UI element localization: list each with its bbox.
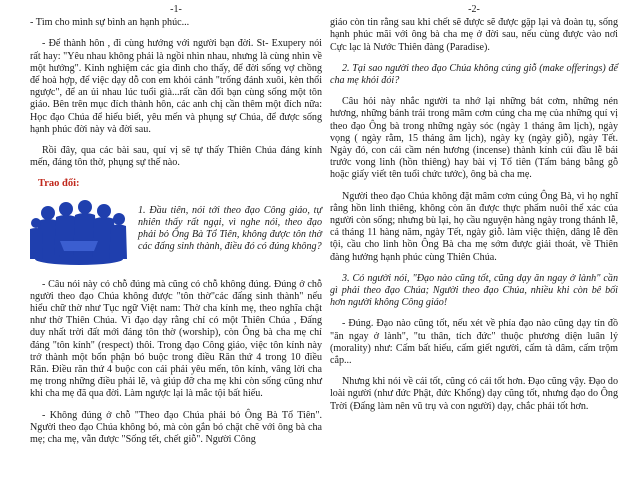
paragraph: - Đúng. Đạo nào cũng tốt, nếu xét về phía đạo nào cũng dạy tín đồ "ăn ngay ở lành", "tu thân, tích đức" thuộc phương diện luân lý (morality) như: Cấm bất hiếu, cấm giết người, cấm tà dâm, cấm trộm cắp... — [330, 318, 618, 367]
figure-with-quote — [30, 197, 322, 271]
page-number: -1- — [170, 4, 182, 15]
paragraph: Người theo đạo Chúa không đặt mâm cơm cúng Ông Bà, vì họ nghĩ rằng hồn linh thiêng, không còn ăn được thực phẩm nuôi thể xác của người còn sống; nhưng bù lại, họ cầu nguyện hàng ngày trong thánh lễ, cả tháng 11 hàng năm, ngày Tết, ngày giỗ. làm việc thiện, dâng lễ đền tội, cầu cho linh hồn Ông Bà cha mẹ sớm được giải thoát, về Thiên đàng hưởng hạnh phúc cùng Thiên Chúa. — [330, 190, 618, 263]
question-quote: 1. Đầu tiên, nói tới theo đạo Công giáo, tự nhiên thấy rất ngại, vì nghe nói, theo đạo phải bỏ Ông Bà Tổ Tiên, không được tôn thờ các đấng sinh thành, điều đó có đúng không? — [138, 204, 322, 253]
paragraph: Rồi đây, qua các bài sau, quí vị sẽ tự thấy Thiên Chúa đáng kính mến, đáng tôn thờ, phụng sự thế nào. — [30, 145, 322, 169]
paragraph: - Câu nói này có chỗ đúng mà cũng có chỗ không đúng. Đúng ở chỗ người theo đạo Chúa không được "tôn thờ"các đấng sinh thành" nếu hiểu chữ thờ như Tục ngữ Việt nam: Thờ cha kính mẹ, theo nghĩa chật như thờ Thiên Chúa. Vì đạo dạy rằng chỉ có một Thiên Chúa , Đấng duy nhất trời đất mới đáng tôn thờ (worship), còn Ông bà cha mẹ chỉ đáng "tôn kính" (respect) thôi. Trong đạo Công giáo, việc tôn kính này trở thành một bổn phận bó buộc trong điều Răn thứ 4 trong 10 điều Răn. Điều răn thứ 4 buộc con cái phải yêu mến, tôn kính, vâng lời cha mẹ trong những điều phải lẽ, và giúp đỡ cha mẹ khi còn sống cũng như khi cha mẹ đã qua đời. Làm ngược lại là mắc tội bất hiếu. — [30, 278, 322, 400]
paragraph: - Không đúng ở chỗ "Theo đạo Chúa phải bỏ Ông Bà Tổ Tiên". Người theo đạo Chúa không bỏ, mà còn gắn bó chặt chẽ với ông bà cha mẹ; cha mẹ, vẫn được "Sống tết, chết giỗ". Người Công — [30, 409, 322, 446]
paragraph: Nhưng khi nói về cái tốt, cũng có cái tốt hơn. Đạo cũng vậy. Đạo do loài người (như đức Phật, đức Khổng) dạy cũng tốt, nhưng đạo do Ông Trời (Đấng làm nên vũ trụ và con người) dạy, chắc phải tốt hơn. — [330, 376, 618, 412]
people-silhouette-illustration — [30, 197, 128, 271]
left-page — [30, 0, 322, 455]
section-heading: Trao đổi: — [38, 178, 80, 190]
paragraph: - Để thành hôn , đi cùng hướng với người bạn đời. St- Exupery nói rất hay: "Yêu nhau không phải là ngồi nhìn nhau, nhưng là cùng nhìn về một hướng". Kinh nghiệm các gia đình cho thấy, để đời sống vợ chồng để hoà hợp, để việc dạy dỗ con em khỏi cảnh "trống đánh xuôi, kèn thổi ngược", để an ủi nhau lúc tuổi già...rất cần đối bạn cùng sống một tôn giáo. Bên trên mục đích thành hôn, các anh chị cần thêm một đích nữa: Học đạo Chúa để hiểu biết, yêu mến và phụng sự Chúa, để được sống hạnh phúc đời này và đời sau. — [30, 38, 322, 135]
paragraph: Câu hỏi này nhắc người ta nhớ lại những bát cơm, những nén hương, những bánh trái trong mâm cơm cúng cha mẹ của những quí vị theo đạo Ông bà trong những ngày sóc (ngày 1 tháng âm lịch), ngày vọng ( ngày rằm, 15 tháng âm lịch), ngày kỵ (ngày giỗ), ngày Tết. Ngày đó, con cái cầm nén hương (incense) thành kính cúi đầu lễ bái trước vong linh (hồn thiêng) hay bài vị Tổ tiên (Tấm bảng bằng gỗ hoặc giấy viết tên tuổi chức tước), ông bà cha mẹ. — [330, 96, 618, 181]
page-number: -2- — [468, 4, 480, 15]
paragraph: - Tìm cho mình sự bình an hạnh phúc... — [30, 17, 190, 29]
question-text: 2. Tại sao người theo đạo Chúa không cúng giỗ (make offerings) để cha mẹ khỏi đói? — [330, 62, 618, 87]
right-page — [330, 0, 618, 422]
paragraph: giáo còn tin rằng sau khi chết sẽ được sẽ được gặp lại và đoàn tụ, sống hạnh phúc mãi với ông bà cha mẹ ở đời sau, nếu cùng được vào nơi Cực lạc là Nước Thiên đàng (Paradise). — [330, 17, 618, 53]
question-text: 3. Có người nói, "Đạo nào cũng tốt, cũng dạy ăn ngay ở lành" cần gì phải theo đạo Chúa; Người theo đạo Chúa, nhiều khi còn bê bối hơn người không Công giáo! — [330, 272, 618, 309]
